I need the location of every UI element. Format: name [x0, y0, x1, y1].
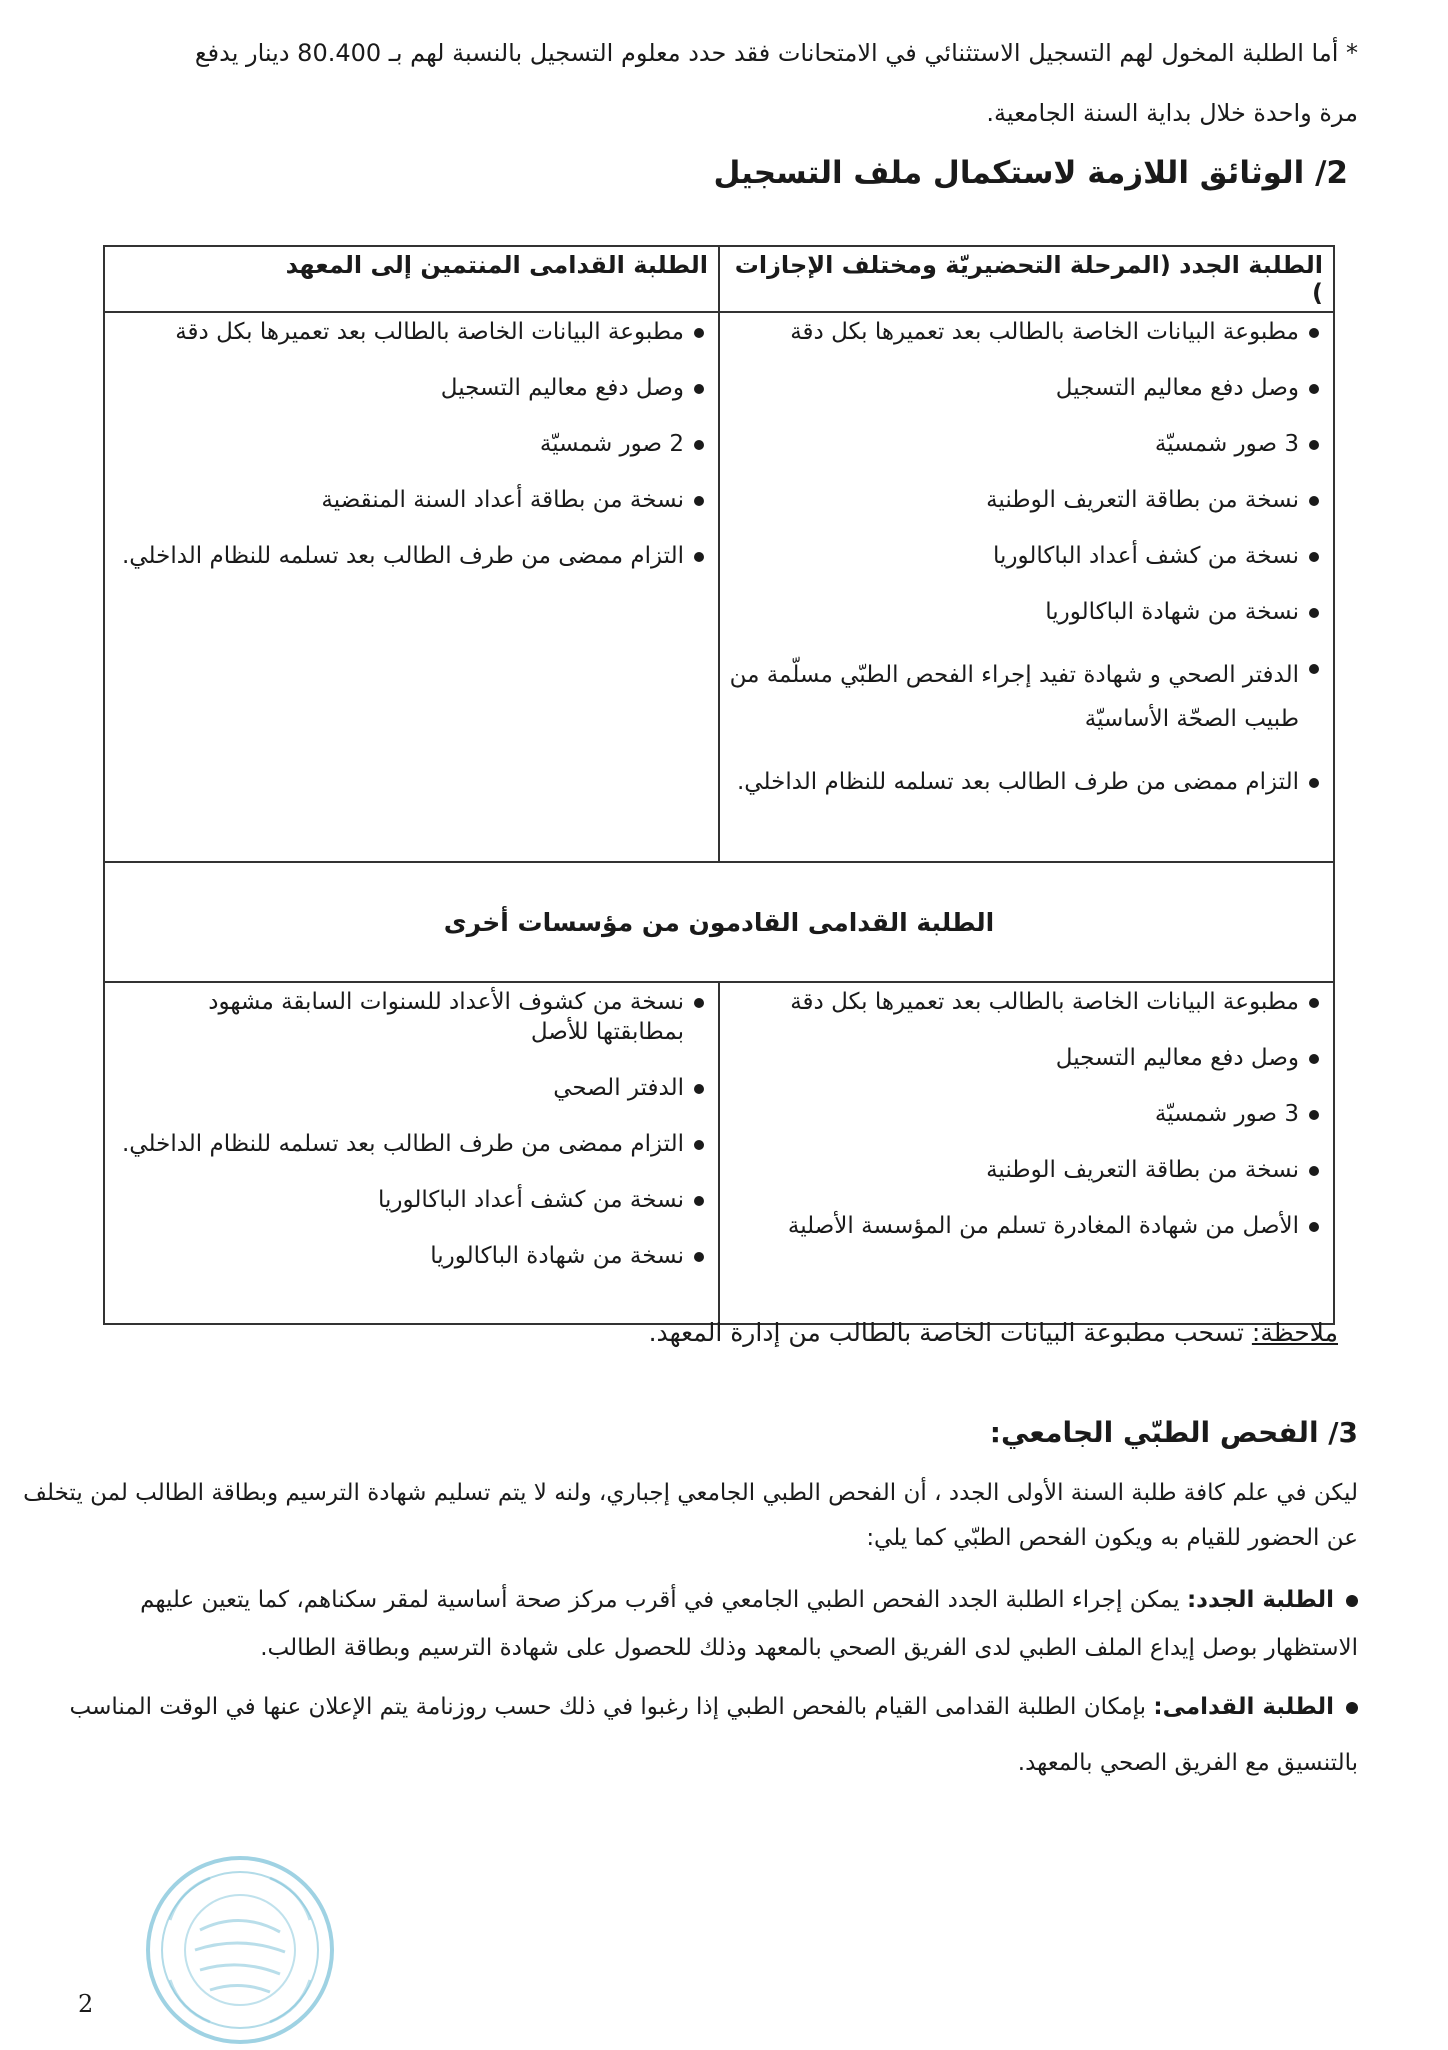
transfer-students-header: الطلبة القدامى القادمون من مؤسسات أخرى: [104, 862, 1334, 982]
page-number: 2: [78, 1990, 94, 2018]
list-item: التزام ممضى من طرف الطالب بعد تسلمه للنظام الداخلي.: [113, 541, 706, 571]
old-students-list: [105, 313, 718, 611]
list-item: نسخة من كشف أعداد الباكالوريا: [728, 541, 1321, 571]
section-3-para-line-2: عن الحضور للقيام به ويكون الفحص الطبّي كما يلي:: [866, 1525, 1358, 1551]
list-item: الدفتر الصحي و شهادة تفيد إجراء الفحص الطبّي مسلّمة من طبيب الصحّة الأساسيّة: [728, 653, 1321, 741]
old-students-label: الطلبة القدامى:: [1153, 1694, 1334, 1720]
list-item: التزام ممضى من طرف الطالب بعد تسلمه للنظام الداخلي.: [728, 767, 1321, 797]
intro-line-2: مرة واحدة خلال بداية السنة الجامعية.: [986, 99, 1358, 127]
list-item: مطبوعة البيانات الخاصة بالطالب بعد تعميرها بكل دقة: [728, 987, 1321, 1017]
old-students-medical-line-1: بإمكان الطلبة القدامى القيام بالفحص الطبي إذا رغبوا في ذلك حسب روزنامة يتم الإعلان عنها في الوقت المناسب: [69, 1694, 1154, 1720]
new-students-header: الطلبة الجدد (المرحلة التحضيريّة ومختلف الإجازات ): [719, 246, 1334, 312]
note: [649, 1318, 1338, 1348]
list-item: نسخة من بطاقة التعريف الوطنية: [728, 1155, 1321, 1185]
new-students-medical-line-1: يمكن إجراء الطلبة الجدد الفحص الطبي الجامعي في أقرب مركز صحة أساسية لمقر سكناهم، كما يتعين عليهم: [140, 1587, 1187, 1613]
list-item: نسخة من كشف أعداد الباكالوريا: [113, 1185, 706, 1215]
list-item: مطبوعة البيانات الخاصة بالطالب بعد تعميرها بكل دقة: [728, 317, 1321, 347]
new-students-list: [720, 313, 1333, 811]
new-students-medical: [140, 1585, 1358, 1615]
section-3-para-line-1: ليكن في علم كافة طلبة السنة الأولى الجدد ، أن الفحص الطبي الجامعي إجباري، ولنه لا يتم تسليم شهادة الترسيم وبطاقة الطالب لمن يتخلف: [23, 1480, 1358, 1506]
new-students-cell: [719, 312, 1334, 862]
transfer-left-cell: [104, 982, 719, 1324]
bullet-icon: [1346, 1702, 1358, 1714]
list-item: 3 صور شمسيّة: [728, 1099, 1321, 1129]
note-label: ملاحظة:: [1251, 1318, 1338, 1347]
documents-table: [103, 245, 1335, 1325]
transfer-right-cell: [719, 982, 1334, 1324]
list-item: الدفتر الصحي: [113, 1073, 706, 1103]
bullet-icon: [1346, 1595, 1358, 1607]
old-students-cell: [104, 312, 719, 862]
list-item: الأصل من شهادة المغادرة تسلم من المؤسسة الأصلية: [728, 1211, 1321, 1241]
list-item: وصل دفع معاليم التسجيل: [113, 373, 706, 403]
list-item: وصل دفع معاليم التسجيل: [728, 373, 1321, 403]
section-2-title: 2/ الوثائق اللازمة لاستكمال ملف التسجيل: [713, 155, 1348, 191]
old-students-medical: [69, 1692, 1358, 1722]
list-item: نسخة من شهادة الباكالوريا: [113, 1241, 706, 1271]
list-item: مطبوعة البيانات الخاصة بالطالب بعد تعميرها بكل دقة: [113, 317, 706, 347]
list-item: 2 صور شمسيّة: [113, 429, 706, 459]
official-stamp-icon: [140, 1850, 340, 2050]
list-item: نسخة من شهادة الباكالوريا: [728, 597, 1321, 627]
new-students-label: الطلبة الجدد:: [1186, 1587, 1334, 1613]
section-3-title: 3/ الفحص الطبّي الجامعي:: [989, 1416, 1358, 1449]
transfer-left-list: [105, 983, 718, 1311]
old-students-header: الطلبة القدامى المنتمين إلى المعهد: [104, 246, 719, 312]
list-item: وصل دفع معاليم التسجيل: [728, 1043, 1321, 1073]
new-students-medical-line-2: الاستظهار بوصل إيداع الملف الطبي لدى الفريق الصحي بالمعهد وذلك للحصول على شهادة الترسيم وبطاقة الطالب.: [260, 1635, 1358, 1661]
list-item: التزام ممضى من طرف الطالب بعد تسلمه للنظام الداخلي.: [113, 1129, 706, 1159]
intro-line-1: * أما الطلبة المخول لهم التسجيل الاستثنائي في الامتحانات فقد حدد معلوم التسجيل بالنسبة لهم بـ 80.400 دينار يدفع: [194, 39, 1358, 67]
list-item: نسخة من كشوف الأعداد للسنوات السابقة مشهود بمطابقتها للأصل: [113, 987, 706, 1047]
old-students-medical-line-2: بالتنسيق مع الفريق الصحي بالمعهد.: [1017, 1750, 1358, 1776]
note-text: تسحب مطبوعة البيانات الخاصة بالطالب من إدارة المعهد.: [648, 1318, 1252, 1347]
list-item: نسخة من بطاقة التعريف الوطنية: [728, 485, 1321, 515]
list-item: 3 صور شمسيّة: [728, 429, 1321, 459]
list-item: نسخة من بطاقة أعداد السنة المنقضية: [113, 485, 706, 515]
transfer-right-list: [720, 983, 1333, 1281]
